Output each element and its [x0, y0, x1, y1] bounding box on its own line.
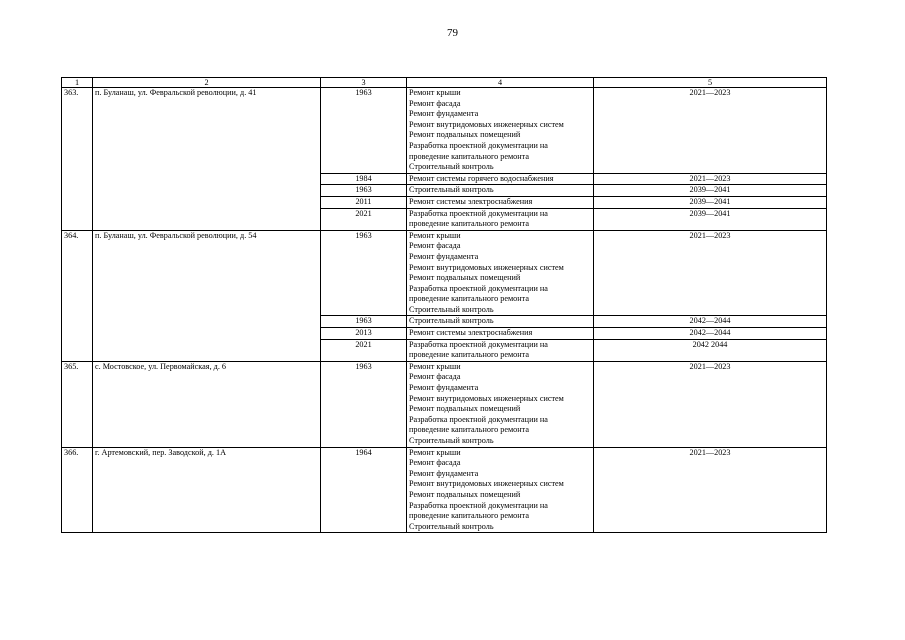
table-row — [62, 361, 827, 447]
work-item: Ремонт фасада — [409, 241, 461, 251]
table-row — [62, 230, 827, 316]
work-item: Ремонт крыши — [409, 447, 461, 457]
works-cell — [407, 196, 594, 208]
works-cell — [407, 173, 594, 185]
work-item: проведение капитального ремонта — [409, 425, 529, 435]
work-item: Ремонт крыши — [409, 88, 461, 97]
work-item: Ремонт подвальных помещений — [409, 130, 521, 140]
work-item: Разработка проектной документации на — [409, 500, 548, 510]
work-item: Строительный контроль — [409, 436, 494, 445]
object-address: п. Буланаш, ул. Февральской революции, д. 41 — [93, 88, 321, 231]
work-item: Ремонт фасада — [409, 458, 461, 468]
works-cell — [407, 339, 594, 361]
object-address: п. Буланаш, ул. Февральской революции, д. 54 — [93, 230, 321, 361]
work-item: Строительный контроль — [409, 162, 494, 172]
column-header: 4 — [407, 78, 594, 88]
table-body — [62, 88, 827, 533]
object-number: 366. — [62, 447, 93, 533]
year-cell: 1963 — [321, 230, 407, 316]
work-item: Ремонт крыши — [409, 361, 461, 371]
period-cell: 2042 2044 — [594, 339, 827, 361]
work-item: Разработка проектной документации на — [409, 140, 548, 150]
work-item: Разработка проектной документации на — [409, 414, 548, 424]
work-item: проведение капитального ремонта — [409, 294, 529, 304]
object-number: 365. — [62, 361, 93, 447]
work-item: Ремонт подвальных помещений — [409, 273, 521, 283]
works-cell — [407, 88, 594, 174]
object-address: г. Артемовский, пер. Заводской, д. 1А — [93, 447, 321, 533]
work-item: Ремонт подвальных помещений — [409, 404, 521, 414]
work-item: проведение капитального ремонта — [409, 219, 529, 229]
period-cell: 2042—2044 — [594, 316, 827, 328]
year-cell: 1984 — [321, 173, 407, 185]
work-item: Ремонт системы электроснабжения — [409, 328, 533, 338]
year-cell: 2021 — [321, 339, 407, 361]
year-cell: 1964 — [321, 447, 407, 533]
work-item: Ремонт подвальных помещений — [409, 489, 521, 499]
work-item: Ремонт фундамента — [409, 251, 479, 261]
year-cell: 1963 — [321, 361, 407, 447]
work-item: Ремонт крыши — [409, 230, 461, 240]
year-cell: 2013 — [321, 328, 407, 340]
table-row — [62, 88, 827, 174]
year-cell: 2011 — [321, 196, 407, 208]
table-header — [62, 78, 827, 88]
repair-schedule-table — [61, 77, 827, 533]
column-header: 2 — [93, 78, 321, 88]
works-cell — [407, 361, 594, 447]
work-item: Строительный контроль — [409, 316, 494, 326]
period-cell: 2021—2023 — [594, 447, 827, 533]
works-cell — [407, 208, 594, 230]
object-number: 363. — [62, 88, 93, 231]
works-cell — [407, 230, 594, 316]
period-cell: 2039—2041 — [594, 185, 827, 197]
object-number: 364. — [62, 230, 93, 361]
works-cell — [407, 185, 594, 197]
work-item: Ремонт фасада — [409, 372, 461, 382]
column-header: 5 — [594, 78, 827, 88]
object-address: с. Мостовское, ул. Первомайская, д. 6 — [93, 361, 321, 447]
work-item: проведение капитального ремонта — [409, 511, 529, 521]
table-row — [62, 447, 827, 533]
works-cell — [407, 316, 594, 328]
work-item: Разработка проектной документации на — [409, 339, 548, 349]
works-cell — [407, 447, 594, 533]
work-item: Ремонт внутридомовых инженерных систем — [409, 393, 564, 403]
period-cell: 2039—2041 — [594, 196, 827, 208]
period-cell: 2021—2023 — [594, 230, 827, 316]
work-item: Строительный контроль — [409, 521, 494, 531]
work-item: Ремонт внутридомовых инженерных систем — [409, 119, 564, 129]
period-cell: 2021—2023 — [594, 88, 827, 174]
year-cell: 1963 — [321, 88, 407, 174]
work-item: Ремонт внутридомовых инженерных систем — [409, 479, 564, 489]
page-number: 79 — [447, 27, 458, 39]
work-item: Ремонт внутридомовых инженерных систем — [409, 262, 564, 272]
work-item: Ремонт фундамента — [409, 468, 479, 478]
work-item: Ремонт фундамента — [409, 383, 479, 393]
work-item: проведение капитального ремонта — [409, 350, 529, 360]
column-number-row — [62, 78, 827, 88]
year-cell: 2021 — [321, 208, 407, 230]
work-item: Строительный контроль — [409, 304, 494, 314]
works-cell — [407, 328, 594, 340]
work-item: Ремонт системы горячего водоснабжения — [409, 173, 554, 183]
work-item: Строительный контроль — [409, 185, 494, 195]
column-header: 3 — [321, 78, 407, 88]
column-header: 1 — [62, 78, 93, 88]
work-item: Ремонт фундамента — [409, 109, 479, 119]
period-cell: 2039—2041 — [594, 208, 827, 230]
work-item: Ремонт системы электроснабжения — [409, 196, 533, 206]
period-cell: 2042—2044 — [594, 328, 827, 340]
period-cell: 2021—2023 — [594, 173, 827, 185]
work-item: Разработка проектной документации на — [409, 283, 548, 293]
work-item: Разработка проектной документации на — [409, 208, 548, 218]
work-item: проведение капитального ремонта — [409, 151, 529, 161]
work-item: Ремонт фасада — [409, 98, 461, 108]
year-cell: 1963 — [321, 185, 407, 197]
year-cell: 1963 — [321, 316, 407, 328]
period-cell: 2021—2023 — [594, 361, 827, 447]
